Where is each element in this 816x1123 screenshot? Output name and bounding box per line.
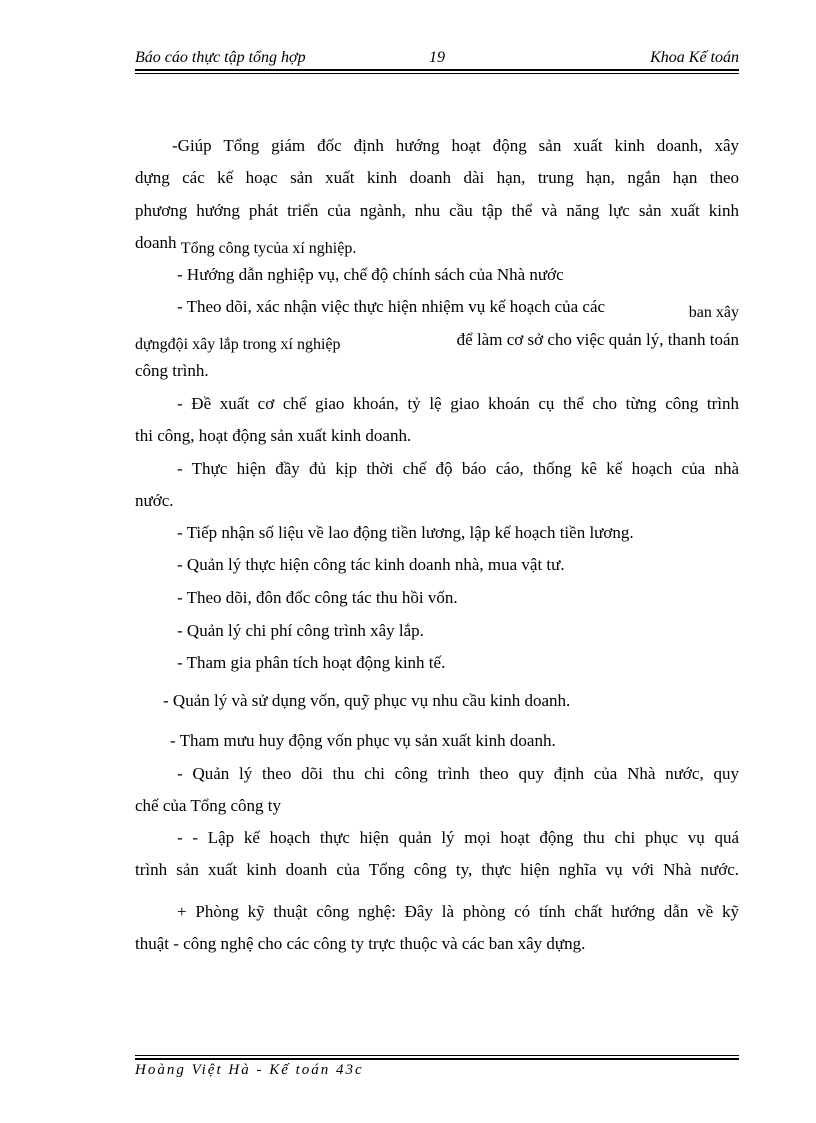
paragraph-line: - - Lập kế hoạch thực hiện quản lý mọi hoạt động thu chi phục vụ quá (177, 828, 739, 847)
paragraph-line: - Đề xuất cơ chế giao khoán, tỷ lệ giao khoán cụ thể cho từng công trình (177, 394, 739, 413)
paragraph-line (135, 329, 739, 352)
paragraph-line: dựng các kế hoạc sản xuất kinh doanh dài hạn, trung hạn, ngắn hạn theo (135, 168, 739, 187)
paragraph-line (135, 232, 739, 255)
paragraph-line: thuật - công nghệ cho các công ty trực thuộc và các ban xây dựng. (135, 934, 586, 953)
paragraph-line: thi công, hoạt động sản xuất kinh doanh. (135, 426, 412, 445)
paragraph-line: - Quản lý và sử dụng vốn, quỹ phục vụ nhu cầu kinh doanh. (163, 691, 571, 710)
page-header (135, 47, 739, 69)
paragraph-line: - Tiếp nhận số liệu về lao động tiền lương, lập kế hoạch tiền lương. (177, 523, 634, 542)
page-number: 19 (429, 49, 445, 66)
paragraph-line: chế của Tổng công ty (135, 796, 282, 815)
paragraph-line: trình sản xuất kinh doanh của Tổng công ty, thực hiện nghĩa vụ với Nhà nước. (135, 860, 739, 879)
footer-rule-thick (135, 1058, 739, 1060)
paragraph-text: dựngđội xây lắp trong xí nghiệp (135, 336, 341, 353)
paragraph-line: - Tham mưu huy động vốn phục vụ sản xuất kinh doanh. (170, 731, 556, 750)
paragraph-line: -Giúp Tổng giám đốc định hướng hoạt động sản xuất kinh doanh, xây (172, 136, 739, 155)
paragraph-text: doanh (135, 233, 177, 252)
paragraph-text: để làm cơ sở cho việc quản lý, thanh toán (456, 330, 739, 349)
header-department: Khoa Kế toán (650, 49, 739, 66)
footer-rule-thin (135, 1055, 739, 1056)
paragraph-line: - Thực hiện đầy đủ kịp thời chế độ báo cáo, thống kê kế hoạch của nhà (177, 459, 739, 478)
paragraph-line: - Theo dõi, đôn đốc công tác thu hồi vốn. (177, 588, 458, 607)
paragraph-line: nước. (135, 491, 174, 510)
paragraph-line: + Phòng kỹ thuật công nghệ: Đây là phòng có tính chất hướng dẫn về kỹ (177, 902, 739, 921)
paragraph-text: Tổng công tycủa xí nghiệp. (180, 240, 357, 257)
paragraph-line: phương hướng phát triển của ngành, nhu cầu tập thể và năng lực sản xuất kinh (135, 201, 739, 220)
paragraph-line: công trình. (135, 361, 209, 380)
paragraph-line: - Quản lý chi phí công trình xây lắp. (177, 621, 424, 640)
paragraph-line: - Tham gia phân tích hoạt động kinh tế. (177, 653, 446, 672)
header-report-title: Báo cáo thực tập tổng hợp (135, 49, 306, 66)
paragraph-text: - Theo dõi, xác nhận việc thực hiện nhiệm vụ kế hoạch của các (177, 297, 606, 316)
paragraph-line (177, 296, 739, 321)
header-rule-thick (135, 69, 739, 71)
footer-author: Hoàng Việt Hà - Kế toán 43c (135, 1062, 364, 1078)
header-rule-thin (135, 73, 739, 74)
paragraph-text: ban xây (688, 304, 739, 321)
paragraph-line: - Quản lý thực hiện công tác kinh doanh nhà, mua vật tư. (177, 555, 565, 574)
paragraph-line: - Hướng dẫn nghiệp vụ, chế độ chính sách của Nhà nước (177, 265, 564, 284)
paragraph-line: - Quản lý theo dõi thu chi công trình theo quy định của Nhà nước, quy (177, 764, 739, 783)
